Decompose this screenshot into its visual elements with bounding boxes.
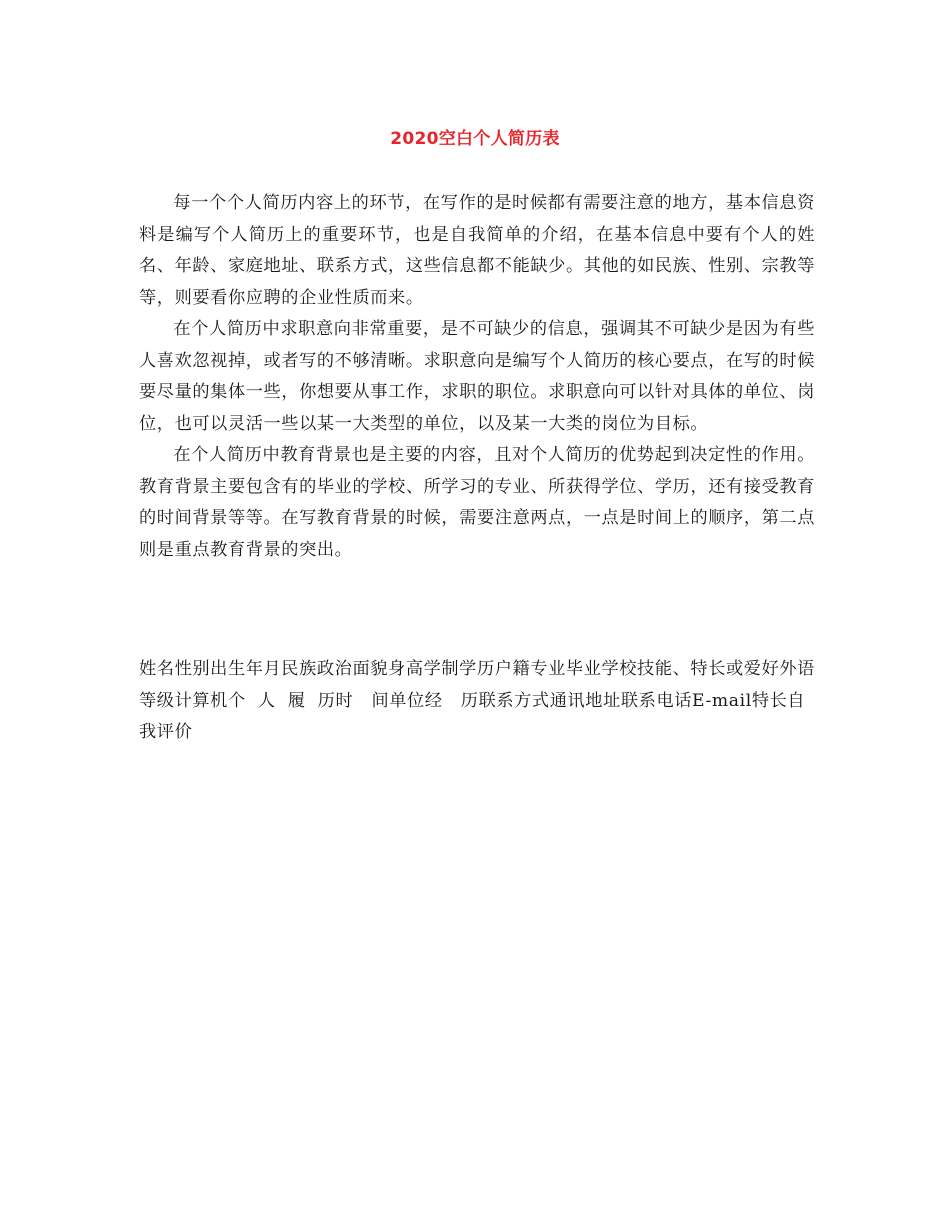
document-body: [139, 188, 815, 566]
document-title: 2020空白个人简历表: [390, 129, 560, 149]
paragraph-basic-info: 每一个个人简历内容上的环节，在写作的是时候都有需要注意的地方，基本信息资料是编写个人简历上的重要环节，也是自我简单的介绍，在基本信息中要有个人的姓名、年龄、家庭地址、联系方式，这些信息都不能缺少。其他的如民族、性别、宗教等等，则要看你应聘的企业性质而来。: [139, 193, 815, 308]
paragraph-education: 在个人简历中教育背景也是主要的内容，且对个人简历的优势起到决定性的作用。教育背景主要包含有的毕业的学校、所学习的专业、所获得学位、学历，还有接受教育的时间背景等等。在写教育背景的时候，需要注意两点，一点是时间上的顺序，第二点则是重点教育背景的突出。: [139, 445, 815, 560]
paragraph-job-intention: 在个人简历中求职意向非常重要，是不可缺少的信息，强调其不可缺少是因为有些人喜欢忽视掉，或者写的不够清晰。求职意向是编写个人简历的核心要点，在写的时候要尽量的集体一些，你想要从事工作，求职的职位。求职意向可以针对具体的单位、岗位，也可以灵活一些以某一大类型的单位，以及某一大类的岗位为目标。: [139, 319, 815, 434]
resume-table-text: 姓名性别出生年月民族政治面貌身高学制学历户籍专业毕业学校技能、特长或爱好外语等级计算机个 人 履 历时 间单位经 历联系方式通讯地址联系电话E-mail特长自我评价: [139, 659, 815, 742]
